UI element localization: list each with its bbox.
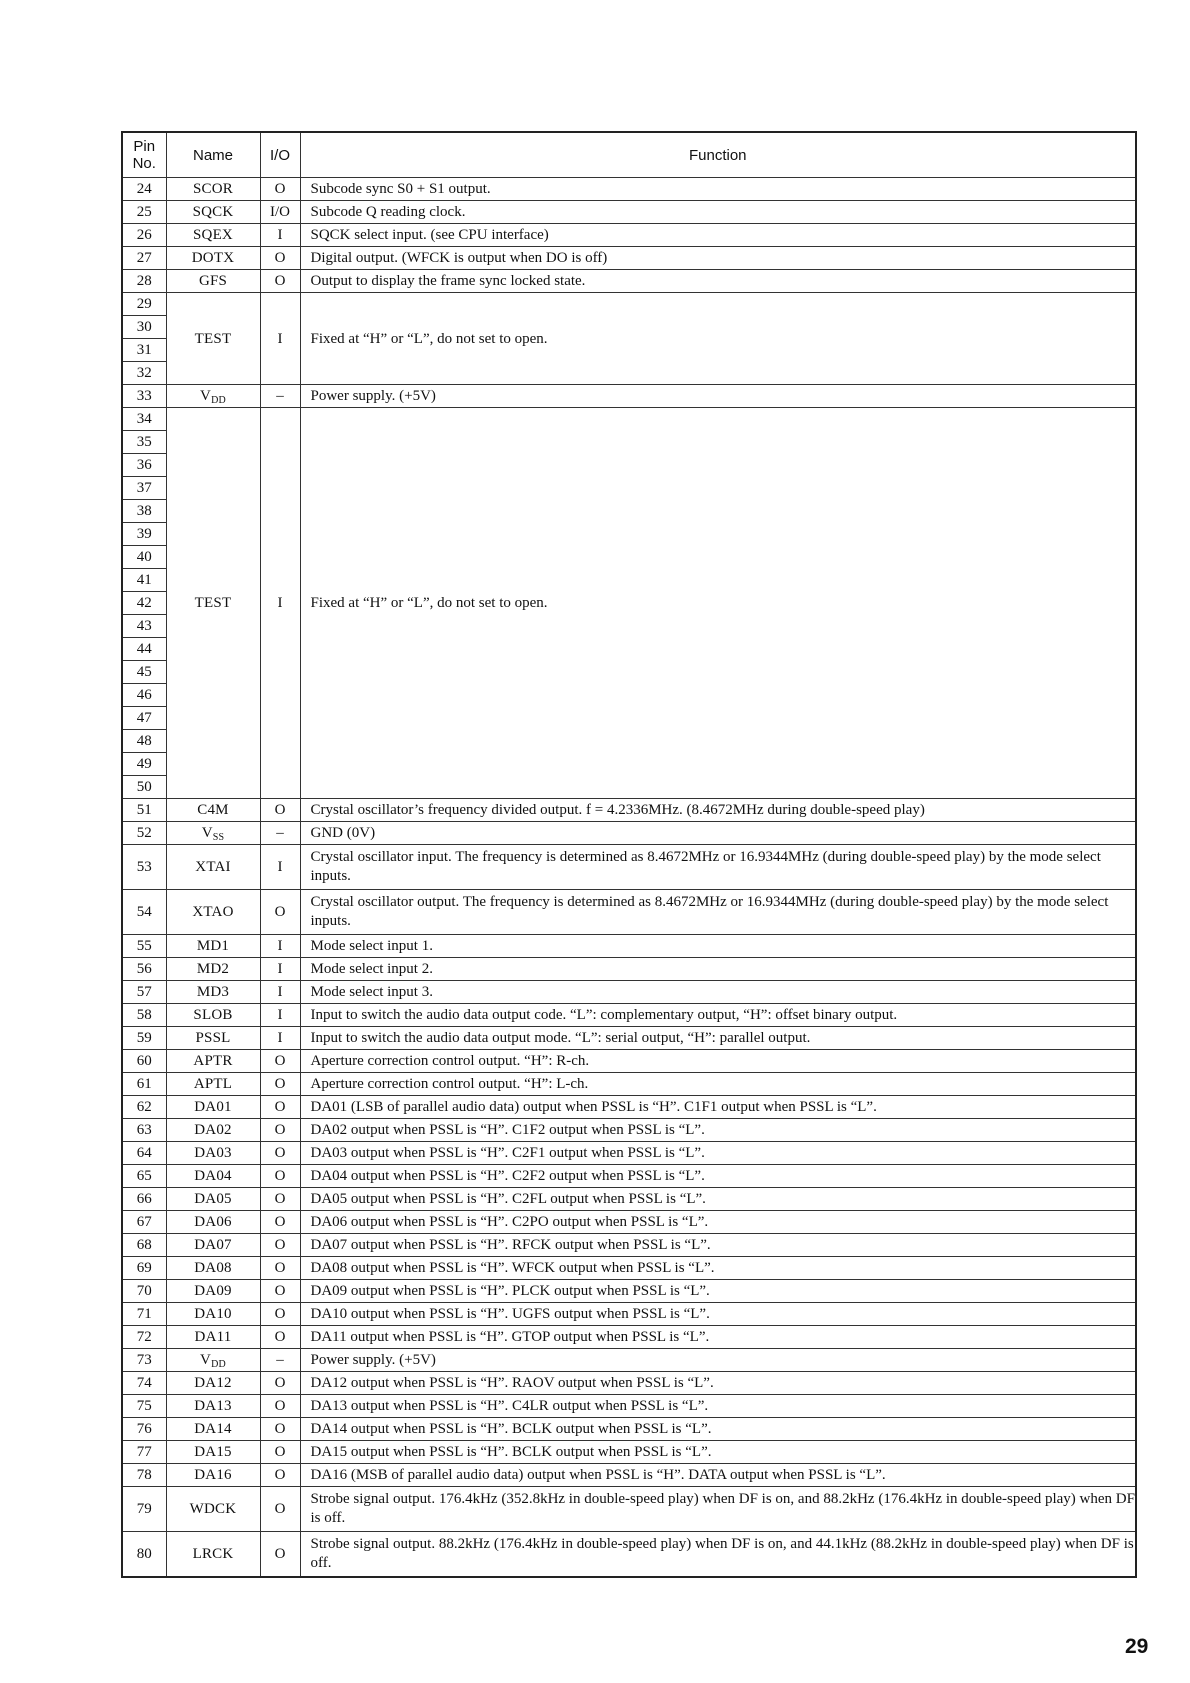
pin-io: O bbox=[260, 1142, 300, 1165]
pin-name: MD2 bbox=[166, 958, 260, 981]
pin-function: DA02 output when PSSL is “H”. C1F2 output when PSSL is “L”. bbox=[300, 1119, 1136, 1142]
pin-io: O bbox=[260, 1441, 300, 1464]
pin-name: DA14 bbox=[166, 1418, 260, 1441]
pin-number: 56 bbox=[122, 958, 166, 981]
table-row bbox=[122, 1096, 1136, 1119]
name-header: Name bbox=[166, 132, 260, 178]
pin-function: Fixed at “H” or “L”, do not set to open. bbox=[300, 408, 1136, 799]
pin-function: DA16 (MSB of parallel audio data) output when PSSL is “H”. DATA output when PSSL is “L”. bbox=[300, 1464, 1136, 1487]
pin-name: DOTX bbox=[166, 247, 260, 270]
pin-name: APTR bbox=[166, 1050, 260, 1073]
pin-function: Input to switch the audio data output code. “L”: complementary output, “H”: offset binary output. bbox=[300, 1004, 1136, 1027]
pin-number: 69 bbox=[122, 1257, 166, 1280]
pin-function: DA05 output when PSSL is “H”. C2FL output when PSSL is “L”. bbox=[300, 1188, 1136, 1211]
pin-function: DA13 output when PSSL is “H”. C4LR output when PSSL is “L”. bbox=[300, 1395, 1136, 1418]
table-row bbox=[122, 178, 1136, 201]
pin-io: O bbox=[260, 1050, 300, 1073]
table-row bbox=[122, 1142, 1136, 1165]
pin-name: WDCK bbox=[166, 1487, 260, 1532]
pin-number: 35 bbox=[122, 431, 166, 454]
pin-number: 66 bbox=[122, 1188, 166, 1211]
pin-name: XTAO bbox=[166, 890, 260, 935]
table-row bbox=[122, 1234, 1136, 1257]
pin-function: DA09 output when PSSL is “H”. PLCK output when PSSL is “L”. bbox=[300, 1280, 1136, 1303]
page-number: 29 bbox=[1125, 1635, 1149, 1658]
pin-number: 72 bbox=[122, 1326, 166, 1349]
pin-number: 64 bbox=[122, 1142, 166, 1165]
pin-io: I bbox=[260, 293, 300, 385]
pin-number: 50 bbox=[122, 776, 166, 799]
pin-name: SQEX bbox=[166, 224, 260, 247]
table-row bbox=[122, 1418, 1136, 1441]
pin-name: $V_{SS}$ bbox=[166, 822, 260, 845]
pin-io: O bbox=[260, 247, 300, 270]
pin-function: Crystal oscillator output. The frequency is determined as 8.4672MHz or 16.9344MHz (during double-speed play) by the mode select inputs. bbox=[300, 890, 1136, 935]
pin-number: 73 bbox=[122, 1349, 166, 1372]
pin-function: DA15 output when PSSL is “H”. BCLK output when PSSL is “L”. bbox=[300, 1441, 1136, 1464]
pin-number: 61 bbox=[122, 1073, 166, 1096]
pin-io: O bbox=[260, 1119, 300, 1142]
pin-function: Mode select input 2. bbox=[300, 958, 1136, 981]
pin-function: Fixed at “H” or “L”, do not set to open. bbox=[300, 293, 1136, 385]
table-row bbox=[122, 1119, 1136, 1142]
pin-number: 77 bbox=[122, 1441, 166, 1464]
pin-io: – bbox=[260, 385, 300, 408]
pin-function: DA01 (LSB of parallel audio data) output when PSSL is “H”. C1F1 output when PSSL is “L”. bbox=[300, 1096, 1136, 1119]
pin-name: SLOB bbox=[166, 1004, 260, 1027]
pin-number: 63 bbox=[122, 1119, 166, 1142]
table-row bbox=[122, 981, 1136, 1004]
table-row bbox=[122, 1165, 1136, 1188]
pin-io: I bbox=[260, 981, 300, 1004]
pin-io: O bbox=[260, 890, 300, 935]
pin-number: 70 bbox=[122, 1280, 166, 1303]
pin-io: O bbox=[260, 270, 300, 293]
pin-number: 31 bbox=[122, 339, 166, 362]
pin-function: DA07 output when PSSL is “H”. RFCK output when PSSL is “L”. bbox=[300, 1234, 1136, 1257]
pin-io: O bbox=[260, 1464, 300, 1487]
pin-number: 58 bbox=[122, 1004, 166, 1027]
table-row bbox=[122, 247, 1136, 270]
pin-io: O bbox=[260, 1395, 300, 1418]
table-header-row bbox=[122, 132, 1136, 178]
pin-function: DA03 output when PSSL is “H”. C2F1 output when PSSL is “L”. bbox=[300, 1142, 1136, 1165]
table-row bbox=[122, 958, 1136, 981]
table-row bbox=[122, 1372, 1136, 1395]
pin-number: 79 bbox=[122, 1487, 166, 1532]
pin-number: 27 bbox=[122, 247, 166, 270]
pin-name: SCOR bbox=[166, 178, 260, 201]
pin-function: SQCK select input. (see CPU interface) bbox=[300, 224, 1136, 247]
table-row bbox=[122, 1257, 1136, 1280]
pin-function: Mode select input 3. bbox=[300, 981, 1136, 1004]
table-row bbox=[122, 408, 1136, 431]
pin-io: I bbox=[260, 935, 300, 958]
pin-io: O bbox=[260, 1096, 300, 1119]
io-header: I/O bbox=[260, 132, 300, 178]
pin-io: I bbox=[260, 1004, 300, 1027]
table-row bbox=[122, 1395, 1136, 1418]
pin-number: 32 bbox=[122, 362, 166, 385]
pin-io: – bbox=[260, 1349, 300, 1372]
pin-name: SQCK bbox=[166, 201, 260, 224]
table-row bbox=[122, 1487, 1136, 1532]
pin-number: 53 bbox=[122, 845, 166, 890]
pin-io: O bbox=[260, 1234, 300, 1257]
pin-number: 49 bbox=[122, 753, 166, 776]
pin-number: 47 bbox=[122, 707, 166, 730]
pin-number: 30 bbox=[122, 316, 166, 339]
table-row bbox=[122, 935, 1136, 958]
pin-number: 78 bbox=[122, 1464, 166, 1487]
pin-number: 52 bbox=[122, 822, 166, 845]
table-row bbox=[122, 1050, 1136, 1073]
pin-function: Aperture correction control output. “H”: L-ch. bbox=[300, 1073, 1136, 1096]
pin-number: 24 bbox=[122, 178, 166, 201]
pin-io: O bbox=[260, 1211, 300, 1234]
pin-function: GND (0V) bbox=[300, 822, 1136, 845]
pin-number: 40 bbox=[122, 546, 166, 569]
pin-name: DA08 bbox=[166, 1257, 260, 1280]
pin-name: DA13 bbox=[166, 1395, 260, 1418]
pin-number: 51 bbox=[122, 799, 166, 822]
pin-number: 43 bbox=[122, 615, 166, 638]
pin-name: TEST bbox=[166, 293, 260, 385]
pin-name: DA09 bbox=[166, 1280, 260, 1303]
table-row bbox=[122, 1303, 1136, 1326]
table-row bbox=[122, 822, 1136, 845]
table-row bbox=[122, 224, 1136, 247]
pin-name: DA02 bbox=[166, 1119, 260, 1142]
pin-no-header: Pin No. bbox=[122, 132, 166, 178]
pin-name: DA05 bbox=[166, 1188, 260, 1211]
pin-name: PSSL bbox=[166, 1027, 260, 1050]
pin-io: O bbox=[260, 1073, 300, 1096]
pin-name: TEST bbox=[166, 408, 260, 799]
table-row bbox=[122, 1441, 1136, 1464]
pin-number: 65 bbox=[122, 1165, 166, 1188]
pin-io: I bbox=[260, 1027, 300, 1050]
pin-function: Mode select input 1. bbox=[300, 935, 1136, 958]
pin-number: 74 bbox=[122, 1372, 166, 1395]
table-row bbox=[122, 1211, 1136, 1234]
table-row bbox=[122, 1532, 1136, 1578]
pin-io: O bbox=[260, 799, 300, 822]
pin-name: DA12 bbox=[166, 1372, 260, 1395]
pin-number: 60 bbox=[122, 1050, 166, 1073]
pin-function: Output to display the frame sync locked state. bbox=[300, 270, 1136, 293]
pin-function: DA04 output when PSSL is “H”. C2F2 output when PSSL is “L”. bbox=[300, 1165, 1136, 1188]
pin-io: O bbox=[260, 1280, 300, 1303]
pin-name: DA07 bbox=[166, 1234, 260, 1257]
table-row bbox=[122, 1464, 1136, 1487]
pin-number: 76 bbox=[122, 1418, 166, 1441]
pin-function: Subcode sync S0 + S1 output. bbox=[300, 178, 1136, 201]
pin-name: DA01 bbox=[166, 1096, 260, 1119]
pin-function-sheet bbox=[121, 131, 1137, 1578]
pin-function: Power supply. (+5V) bbox=[300, 385, 1136, 408]
pin-number: 48 bbox=[122, 730, 166, 753]
pin-number: 38 bbox=[122, 500, 166, 523]
pin-number: 59 bbox=[122, 1027, 166, 1050]
pin-number: 34 bbox=[122, 408, 166, 431]
pin-io: O bbox=[260, 1326, 300, 1349]
pin-name: DA04 bbox=[166, 1165, 260, 1188]
pin-number: 33 bbox=[122, 385, 166, 408]
pin-function: DA11 output when PSSL is “H”. GTOP output when PSSL is “L”. bbox=[300, 1326, 1136, 1349]
pin-number: 67 bbox=[122, 1211, 166, 1234]
pin-io: I/O bbox=[260, 201, 300, 224]
pin-number: 45 bbox=[122, 661, 166, 684]
pin-name: DA03 bbox=[166, 1142, 260, 1165]
pin-function: Crystal oscillator input. The frequency is determined as 8.4672MHz or 16.9344MHz (during double-speed play) by the mode select inputs. bbox=[300, 845, 1136, 890]
pin-function: DA08 output when PSSL is “H”. WFCK output when PSSL is “L”. bbox=[300, 1257, 1136, 1280]
pin-name: DA11 bbox=[166, 1326, 260, 1349]
pin-function-table bbox=[121, 131, 1137, 1578]
table-row bbox=[122, 1027, 1136, 1050]
pin-number: 80 bbox=[122, 1532, 166, 1578]
pin-io: O bbox=[260, 1303, 300, 1326]
pin-number: 36 bbox=[122, 454, 166, 477]
table-row bbox=[122, 270, 1136, 293]
pin-io: O bbox=[260, 178, 300, 201]
pin-number: 25 bbox=[122, 201, 166, 224]
pin-number: 44 bbox=[122, 638, 166, 661]
pin-number: 62 bbox=[122, 1096, 166, 1119]
pin-name: $V_{DD}$ bbox=[166, 1349, 260, 1372]
pin-function: DA06 output when PSSL is “H”. C2PO output when PSSL is “L”. bbox=[300, 1211, 1136, 1234]
pin-io: I bbox=[260, 224, 300, 247]
pin-name: $V_{DD}$ bbox=[166, 385, 260, 408]
pin-function: DA10 output when PSSL is “H”. UGFS output when PSSL is “L”. bbox=[300, 1303, 1136, 1326]
pin-number: 46 bbox=[122, 684, 166, 707]
table-row bbox=[122, 1073, 1136, 1096]
pin-number: 54 bbox=[122, 890, 166, 935]
pin-number: 71 bbox=[122, 1303, 166, 1326]
pin-io: O bbox=[260, 1188, 300, 1211]
pin-function: Strobe signal output. 88.2kHz (176.4kHz in double-speed play) when DF is on, and 44.1kHz (88.2kHz in double-speed play) when DF is off. bbox=[300, 1532, 1136, 1578]
pin-name: DA16 bbox=[166, 1464, 260, 1487]
pin-io: – bbox=[260, 822, 300, 845]
pin-name: APTL bbox=[166, 1073, 260, 1096]
table-row bbox=[122, 1280, 1136, 1303]
table-row bbox=[122, 385, 1136, 408]
table-row bbox=[122, 890, 1136, 935]
pin-io: I bbox=[260, 845, 300, 890]
pin-number: 41 bbox=[122, 569, 166, 592]
pin-io: O bbox=[260, 1165, 300, 1188]
pin-number: 28 bbox=[122, 270, 166, 293]
pin-name: DA10 bbox=[166, 1303, 260, 1326]
pin-number: 37 bbox=[122, 477, 166, 500]
pin-name: LRCK bbox=[166, 1532, 260, 1578]
table-row bbox=[122, 293, 1136, 316]
pin-io: O bbox=[260, 1487, 300, 1532]
pin-function: Strobe signal output. 176.4kHz (352.8kHz in double-speed play) when DF is on, and 88.2kHz (176.4kHz in double-speed play) when DF is off. bbox=[300, 1487, 1136, 1532]
pin-function: DA12 output when PSSL is “H”. RAOV output when PSSL is “L”. bbox=[300, 1372, 1136, 1395]
pin-io: O bbox=[260, 1532, 300, 1578]
pin-io: O bbox=[260, 1257, 300, 1280]
pin-function: Crystal oscillator’s frequency divided output. f = 4.2336MHz. (8.4672MHz during double-speed play) bbox=[300, 799, 1136, 822]
pin-name: MD1 bbox=[166, 935, 260, 958]
pin-number: 55 bbox=[122, 935, 166, 958]
pin-name: MD3 bbox=[166, 981, 260, 1004]
pin-name: C4M bbox=[166, 799, 260, 822]
pin-io: O bbox=[260, 1418, 300, 1441]
pin-name: DA15 bbox=[166, 1441, 260, 1464]
pin-function: Subcode Q reading clock. bbox=[300, 201, 1136, 224]
table-row bbox=[122, 1326, 1136, 1349]
pin-function: Power supply. (+5V) bbox=[300, 1349, 1136, 1372]
pin-function: DA14 output when PSSL is “H”. BCLK output when PSSL is “L”. bbox=[300, 1418, 1136, 1441]
pin-function: Input to switch the audio data output mode. “L”: serial output, “H”: parallel output. bbox=[300, 1027, 1136, 1050]
pin-name: XTAI bbox=[166, 845, 260, 890]
pin-number: 29 bbox=[122, 293, 166, 316]
pin-number: 68 bbox=[122, 1234, 166, 1257]
pin-number: 26 bbox=[122, 224, 166, 247]
pin-io: O bbox=[260, 1372, 300, 1395]
table-row bbox=[122, 1004, 1136, 1027]
table-row bbox=[122, 1188, 1136, 1211]
pin-function: Aperture correction control output. “H”: R-ch. bbox=[300, 1050, 1136, 1073]
pin-io: I bbox=[260, 408, 300, 799]
table-row bbox=[122, 845, 1136, 890]
table-row bbox=[122, 201, 1136, 224]
pin-number: 75 bbox=[122, 1395, 166, 1418]
table-row bbox=[122, 799, 1136, 822]
pin-number: 57 bbox=[122, 981, 166, 1004]
pin-number: 42 bbox=[122, 592, 166, 615]
pin-number: 39 bbox=[122, 523, 166, 546]
function-header: Function bbox=[300, 132, 1136, 178]
pin-name: DA06 bbox=[166, 1211, 260, 1234]
pin-name: GFS bbox=[166, 270, 260, 293]
table-row bbox=[122, 1349, 1136, 1372]
pin-function: Digital output. (WFCK is output when DO is off) bbox=[300, 247, 1136, 270]
pin-io: I bbox=[260, 958, 300, 981]
